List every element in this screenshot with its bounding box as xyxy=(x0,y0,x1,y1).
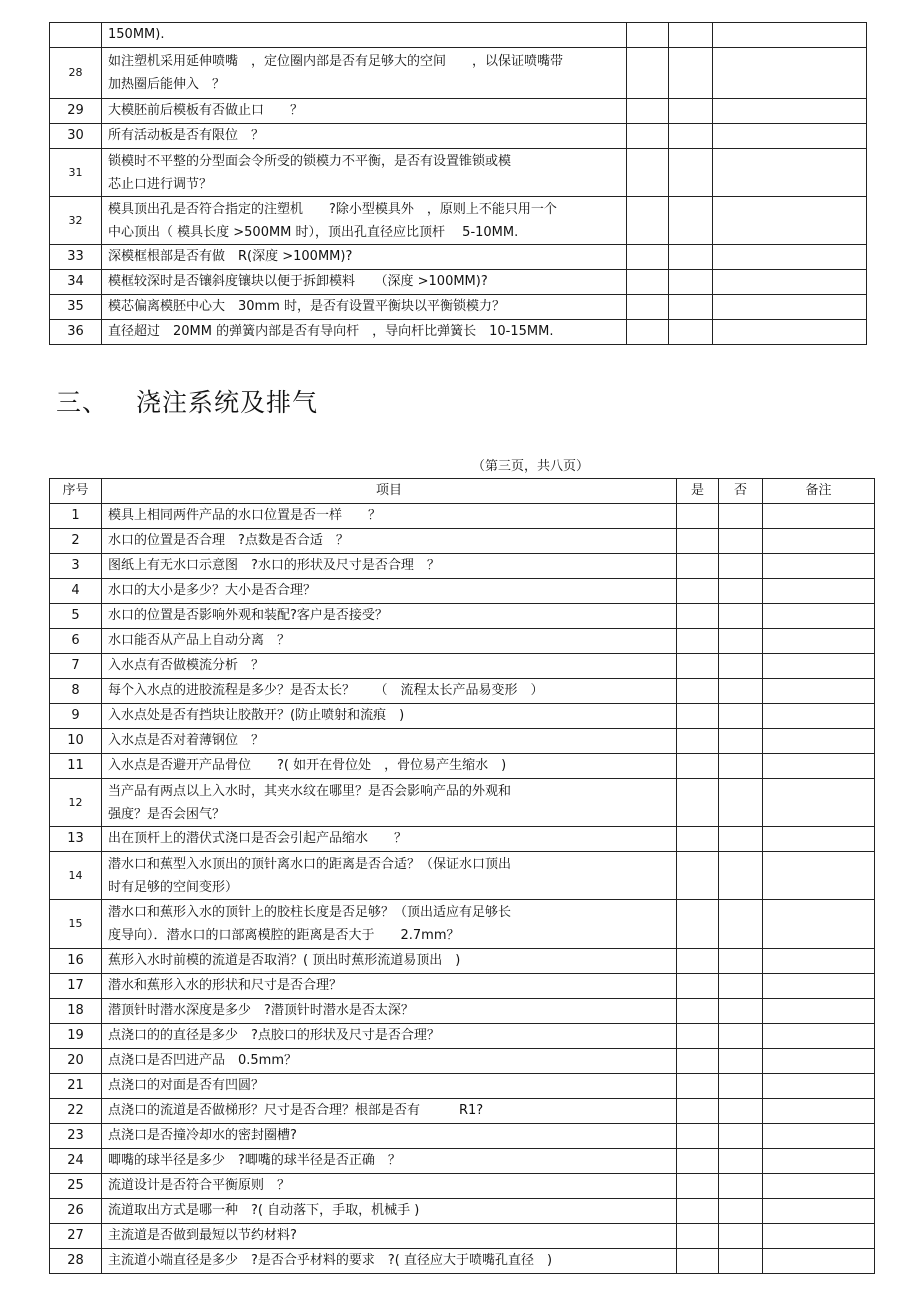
item-line: 入水点是否对着薄钢位 ？ xyxy=(108,733,265,748)
row-item-text xyxy=(102,149,627,197)
row-number: 22 xyxy=(50,1099,102,1124)
no-cell[interactable] xyxy=(719,1024,763,1049)
no-cell[interactable] xyxy=(719,779,763,827)
remark-cell[interactable] xyxy=(713,197,867,245)
row-number: 33 xyxy=(50,245,102,270)
row-item-text xyxy=(102,1249,677,1274)
item-line: 直径超过 20MM 的弹簧内部是否有导向杆 ，导向杆比弹簧长 10-15MM. xyxy=(108,324,554,339)
no-cell[interactable] xyxy=(719,654,763,679)
no-cell[interactable] xyxy=(719,1199,763,1224)
checklist-table-body xyxy=(50,504,875,1274)
header-remark: 备注 xyxy=(763,479,875,504)
yes-cell[interactable] xyxy=(627,124,669,149)
row-item-text xyxy=(102,1199,677,1224)
no-cell[interactable] xyxy=(669,23,713,48)
table-row xyxy=(50,679,875,704)
row-number: 25 xyxy=(50,1174,102,1199)
table-row xyxy=(50,949,875,974)
no-cell[interactable] xyxy=(719,604,763,629)
table-row xyxy=(50,1224,875,1249)
item-line: 点浇口的流道是否做梯形？尺寸是否合理？根部是否有 R1? xyxy=(108,1103,484,1118)
item-line: 入水点有否做模流分析 ？ xyxy=(108,658,265,673)
remark-cell[interactable] xyxy=(763,1124,875,1149)
row-number: 23 xyxy=(50,1124,102,1149)
row-item-text xyxy=(102,529,677,554)
yes-cell[interactable] xyxy=(677,852,719,900)
remark-cell[interactable] xyxy=(763,1074,875,1099)
table-row xyxy=(50,504,875,529)
row-item-text xyxy=(102,554,677,579)
table-row xyxy=(50,23,867,48)
remark-cell[interactable] xyxy=(763,1099,875,1124)
row-number: 15 xyxy=(50,900,102,949)
no-cell[interactable] xyxy=(719,949,763,974)
yes-cell[interactable] xyxy=(677,1024,719,1049)
yes-cell[interactable] xyxy=(677,900,719,949)
no-cell[interactable] xyxy=(669,270,713,295)
yes-cell[interactable] xyxy=(677,1249,719,1274)
table-row xyxy=(50,974,875,999)
row-number: 28 xyxy=(50,48,102,99)
table-row xyxy=(50,900,875,949)
item-line: 唧嘴的球半径是多少 ?唧嘴的球半径是否正确 ？ xyxy=(108,1153,401,1168)
table-row xyxy=(50,1099,875,1124)
remark-cell[interactable] xyxy=(763,579,875,604)
table-row xyxy=(50,295,867,320)
row-number: 1 xyxy=(50,504,102,529)
no-cell[interactable] xyxy=(719,729,763,754)
row-number: 36 xyxy=(50,320,102,345)
table-row xyxy=(50,99,867,124)
remark-cell[interactable] xyxy=(763,827,875,852)
item-line: 强度？是否会困气？ xyxy=(108,806,226,822)
row-number: 11 xyxy=(50,754,102,779)
no-cell[interactable] xyxy=(719,974,763,999)
table-row xyxy=(50,1199,875,1224)
item-line: 图纸上有无水口示意图 ?水口的形状及尺寸是否合理 ？ xyxy=(108,558,440,573)
row-item-text xyxy=(102,604,677,629)
row-number: 28 xyxy=(50,1249,102,1274)
remark-cell[interactable] xyxy=(763,1224,875,1249)
yes-cell[interactable] xyxy=(677,704,719,729)
remark-cell[interactable] xyxy=(713,124,867,149)
table-row xyxy=(50,827,875,852)
item-line: 入水点是否避开产品骨位 ?( 如开在骨位处 ，骨位易产生缩水 ) xyxy=(108,758,507,773)
remark-cell[interactable] xyxy=(713,320,867,345)
item-line: 芯止口进行调节？ xyxy=(108,176,213,192)
row-number: 24 xyxy=(50,1149,102,1174)
yes-cell[interactable] xyxy=(677,579,719,604)
remark-cell[interactable] xyxy=(763,1249,875,1274)
yes-cell[interactable] xyxy=(677,1199,719,1224)
row-number: 35 xyxy=(50,295,102,320)
row-number: 12 xyxy=(50,779,102,827)
no-cell[interactable] xyxy=(669,149,713,197)
item-line: 水口的大小是多少？大小是否合理？ xyxy=(108,583,317,598)
row-number: 19 xyxy=(50,1024,102,1049)
row-item-text xyxy=(102,504,677,529)
no-cell[interactable] xyxy=(669,124,713,149)
table-row xyxy=(50,124,867,149)
no-cell[interactable] xyxy=(719,1224,763,1249)
remark-cell[interactable] xyxy=(713,149,867,197)
item-line: 150MM). xyxy=(108,27,165,42)
item-line: 时有足够的空间变形） xyxy=(108,879,239,895)
remark-cell[interactable] xyxy=(713,245,867,270)
section-number: 三、 xyxy=(56,388,109,417)
table-row xyxy=(50,554,875,579)
table-row xyxy=(50,529,875,554)
remark-cell[interactable] xyxy=(763,974,875,999)
remark-cell[interactable] xyxy=(763,1199,875,1224)
remark-cell[interactable] xyxy=(763,949,875,974)
row-number: 32 xyxy=(50,197,102,245)
item-line: 如注塑机采用延伸喷嘴 ，定位圈内部是否有足够大的空间 ，以保证喷嘴带 xyxy=(108,54,564,69)
yes-cell[interactable] xyxy=(677,529,719,554)
row-number: 3 xyxy=(50,554,102,579)
remark-cell[interactable] xyxy=(713,270,867,295)
yes-cell[interactable] xyxy=(627,48,669,99)
table-row xyxy=(50,999,875,1024)
remark-cell[interactable] xyxy=(763,729,875,754)
row-number: 13 xyxy=(50,827,102,852)
item-line: 加热圈后能伸入 ？ xyxy=(108,77,226,92)
row-number: 5 xyxy=(50,604,102,629)
no-cell[interactable] xyxy=(719,679,763,704)
row-number: 2 xyxy=(50,529,102,554)
item-line: 点浇口是否撞冷却水的密封圈槽? xyxy=(108,1128,297,1143)
item-line: 模芯偏离模胚中心大 30mm 时，是否有设置平衡块以平衡锁模力？ xyxy=(108,299,506,314)
remark-cell[interactable] xyxy=(763,1049,875,1074)
table-row xyxy=(50,245,867,270)
table-row xyxy=(50,1124,875,1149)
item-line: 模框较深时是否镶斜度镶块以便于拆卸模料 （深度 >100MM)? xyxy=(108,274,488,289)
row-item-text xyxy=(102,827,677,852)
yes-cell[interactable] xyxy=(677,1224,719,1249)
item-line: 大模胚前后模板有否做止口 ？ xyxy=(108,103,304,118)
no-cell[interactable] xyxy=(669,197,713,245)
yes-cell[interactable] xyxy=(627,23,669,48)
row-number: 31 xyxy=(50,149,102,197)
row-item-text xyxy=(102,197,627,245)
table-row xyxy=(50,48,867,99)
remark-cell[interactable] xyxy=(763,999,875,1024)
row-item-text xyxy=(102,900,677,949)
yes-cell[interactable] xyxy=(677,629,719,654)
no-cell[interactable] xyxy=(719,827,763,852)
table-row xyxy=(50,1249,875,1274)
row-number: 10 xyxy=(50,729,102,754)
table-row xyxy=(50,704,875,729)
row-item-text xyxy=(102,754,677,779)
no-cell[interactable] xyxy=(719,1149,763,1174)
table-row xyxy=(50,604,875,629)
gating-checklist-table xyxy=(49,478,875,1274)
row-item-text xyxy=(102,295,627,320)
remark-cell[interactable] xyxy=(763,654,875,679)
row-item-text xyxy=(102,679,677,704)
row-item-text xyxy=(102,270,627,295)
row-number: 17 xyxy=(50,974,102,999)
item-line: 水口能否从产品上自动分离 ？ xyxy=(108,633,291,648)
section-title: 浇注系统及排气 xyxy=(136,388,319,417)
no-cell[interactable] xyxy=(719,1174,763,1199)
yes-cell[interactable] xyxy=(677,1099,719,1124)
checklist-table-body xyxy=(50,23,867,345)
no-cell[interactable] xyxy=(719,529,763,554)
item-line: 潜顶针时潜水深度是多少 ?潜顶针时潜水是否太深？ xyxy=(108,1003,414,1018)
table-row xyxy=(50,320,867,345)
row-number: 26 xyxy=(50,1199,102,1224)
no-cell[interactable] xyxy=(719,852,763,900)
row-item-text xyxy=(102,1174,677,1199)
yes-cell[interactable] xyxy=(627,245,669,270)
row-number: 20 xyxy=(50,1049,102,1074)
no-cell[interactable] xyxy=(669,245,713,270)
item-line: 水口的位置是否合理 ?点数是否合适 ？ xyxy=(108,533,349,548)
header-no: 否 xyxy=(719,479,763,504)
table-row xyxy=(50,1024,875,1049)
no-cell[interactable] xyxy=(719,999,763,1024)
item-line: 入水点处是否有挡块让胶散开？(防止喷射和流痕 ) xyxy=(108,708,405,723)
row-item-text xyxy=(102,320,627,345)
remark-cell[interactable] xyxy=(763,529,875,554)
yes-cell[interactable] xyxy=(677,654,719,679)
page-indicator: （第三页，共八页） xyxy=(472,459,590,474)
remark-cell[interactable] xyxy=(763,1024,875,1049)
remark-cell[interactable] xyxy=(713,295,867,320)
remark-cell[interactable] xyxy=(763,604,875,629)
table-row xyxy=(50,270,867,295)
table-row xyxy=(50,579,875,604)
row-item-text xyxy=(102,1074,677,1099)
row-number: 21 xyxy=(50,1074,102,1099)
item-line: 流道设计是否符合平衡原则 ？ xyxy=(108,1178,291,1193)
checklist-table-continued xyxy=(49,22,867,345)
row-number: 16 xyxy=(50,949,102,974)
yes-cell[interactable] xyxy=(677,1049,719,1074)
table-header-row xyxy=(50,479,875,504)
item-line: 流道取出方式是哪一种 ?( 自动落下，手取，机械手 ) xyxy=(108,1203,420,1218)
item-line: 水口的位置是否影响外观和装配?客户是否接受？ xyxy=(108,608,388,623)
item-line: 中心顶出（ 模具长度 >500MM 时），顶出孔直径应比顶杆 5-10MM. xyxy=(108,224,519,240)
remark-cell[interactable] xyxy=(763,679,875,704)
no-cell[interactable] xyxy=(719,704,763,729)
remark-cell[interactable] xyxy=(713,48,867,99)
no-cell[interactable] xyxy=(719,504,763,529)
yes-cell[interactable] xyxy=(677,604,719,629)
table-row xyxy=(50,1174,875,1199)
item-line: 度导向）．潜水口的口部离模腔的距离是否大于 2.7mm？ xyxy=(108,928,460,943)
item-line: 蕉形入水时前模的流道是否取消？( 顶出时蕉形流道易顶出 ) xyxy=(108,953,461,968)
no-cell[interactable] xyxy=(669,295,713,320)
item-line: 模具上相同两件产品的水口位置是否一样 ？ xyxy=(108,508,382,523)
yes-cell[interactable] xyxy=(677,1174,719,1199)
remark-cell[interactable] xyxy=(763,754,875,779)
row-number: 9 xyxy=(50,704,102,729)
yes-cell[interactable] xyxy=(677,779,719,827)
row-item-text xyxy=(102,704,677,729)
remark-cell[interactable] xyxy=(763,1149,875,1174)
remark-cell[interactable] xyxy=(763,852,875,900)
remark-cell[interactable] xyxy=(713,23,867,48)
row-item-text xyxy=(102,1049,677,1074)
row-item-text xyxy=(102,654,677,679)
no-cell[interactable] xyxy=(719,1074,763,1099)
yes-cell[interactable] xyxy=(677,1124,719,1149)
row-number: 4 xyxy=(50,579,102,604)
item-line: 模具顶出孔是否符合指定的注塑机 ?除小型模具外 ，原则上不能只用一个 xyxy=(108,201,557,217)
no-cell[interactable] xyxy=(719,1249,763,1274)
item-line: 点浇口的对面是否有凹圆？ xyxy=(108,1078,265,1093)
table-row xyxy=(50,149,867,197)
yes-cell[interactable] xyxy=(677,974,719,999)
item-line: 锁模时不平整的分型面会令所受的锁模力不平衡，是否有设置锥锁或模 xyxy=(108,153,512,169)
no-cell[interactable] xyxy=(719,629,763,654)
table-row xyxy=(50,654,875,679)
no-cell[interactable] xyxy=(669,48,713,99)
remark-cell[interactable] xyxy=(763,779,875,827)
no-cell[interactable] xyxy=(719,579,763,604)
row-item-text xyxy=(102,579,677,604)
no-cell[interactable] xyxy=(719,1124,763,1149)
table-row xyxy=(50,1149,875,1174)
no-cell[interactable] xyxy=(719,1049,763,1074)
row-item-text xyxy=(102,852,677,900)
row-number xyxy=(50,23,102,48)
remark-cell[interactable] xyxy=(763,900,875,949)
row-item-text xyxy=(102,1024,677,1049)
table-row xyxy=(50,197,867,245)
no-cell[interactable] xyxy=(719,554,763,579)
remark-cell[interactable] xyxy=(763,1174,875,1199)
row-item-text xyxy=(102,23,627,48)
item-line: 深模框根部是否有做 R(深度 >100MM)? xyxy=(108,249,353,264)
row-number: 18 xyxy=(50,999,102,1024)
row-item-text xyxy=(102,1099,677,1124)
remark-cell[interactable] xyxy=(713,99,867,124)
item-line: 所有活动板是否有限位 ？ xyxy=(108,128,265,143)
item-line: 当产品有两点以上入水时，其夹水纹在哪里？是否会影响产品的外观和 xyxy=(108,783,512,799)
table-row xyxy=(50,629,875,654)
row-number: 7 xyxy=(50,654,102,679)
row-number: 29 xyxy=(50,99,102,124)
row-number: 27 xyxy=(50,1224,102,1249)
item-line: 潜水口和蕉形入水的顶针上的胶柱长度是否足够？（顶出适应有足够长 xyxy=(108,905,512,920)
item-line: 点浇口是否凹进产品 0.5mm？ xyxy=(108,1053,298,1068)
item-line: 潜水和蕉形入水的形状和尺寸是否合理？ xyxy=(108,978,343,993)
row-number: 6 xyxy=(50,629,102,654)
yes-cell[interactable] xyxy=(677,504,719,529)
row-item-text xyxy=(102,245,627,270)
yes-cell[interactable] xyxy=(677,754,719,779)
row-number: 14 xyxy=(50,852,102,900)
item-line: 点浇口的的直径是多少 ?点胶口的形状及尺寸是否合理？ xyxy=(108,1028,440,1043)
table-row xyxy=(50,779,875,827)
row-item-text xyxy=(102,1124,677,1149)
row-item-text xyxy=(102,99,627,124)
row-item-text xyxy=(102,999,677,1024)
yes-cell[interactable] xyxy=(677,949,719,974)
table-row xyxy=(50,729,875,754)
yes-cell[interactable] xyxy=(627,149,669,197)
row-item-text xyxy=(102,1224,677,1249)
yes-cell[interactable] xyxy=(627,99,669,124)
section-heading xyxy=(56,383,318,419)
yes-cell[interactable] xyxy=(627,295,669,320)
item-line: 出在顶杆上的潜伏式浇口是否会引起产品缩水 ？ xyxy=(108,831,408,846)
header-yes: 是 xyxy=(677,479,719,504)
row-item-text xyxy=(102,48,627,99)
table-row xyxy=(50,754,875,779)
table-row xyxy=(50,1074,875,1099)
no-cell[interactable] xyxy=(719,754,763,779)
yes-cell[interactable] xyxy=(677,729,719,754)
row-item-text xyxy=(102,729,677,754)
row-item-text xyxy=(102,124,627,149)
row-number: 34 xyxy=(50,270,102,295)
item-line: 主流道是否做到最短以节约材料? xyxy=(108,1228,297,1243)
item-line: 潜水口和蕉型入水顶出的顶针离水口的距离是否合适？（保证水口顶出 xyxy=(108,856,512,872)
remark-cell[interactable] xyxy=(763,554,875,579)
item-line: 主流道小端直径是多少 ?是否合乎材料的要求 ?( 直径应大于喷嘴孔直径 ) xyxy=(108,1253,553,1268)
item-line: 每个入水点的进胶流程是多少？是否太长？ （ 流程太长产品易变形 ） xyxy=(108,683,544,698)
yes-cell[interactable] xyxy=(627,197,669,245)
row-item-text xyxy=(102,629,677,654)
yes-cell[interactable] xyxy=(677,827,719,852)
header-num: 序号 xyxy=(50,479,102,504)
row-number: 8 xyxy=(50,679,102,704)
row-item-text xyxy=(102,1149,677,1174)
yes-cell[interactable] xyxy=(677,554,719,579)
row-item-text xyxy=(102,949,677,974)
yes-cell[interactable] xyxy=(677,1074,719,1099)
remark-cell[interactable] xyxy=(763,629,875,654)
remark-cell[interactable] xyxy=(763,704,875,729)
row-item-text xyxy=(102,974,677,999)
yes-cell[interactable] xyxy=(677,1149,719,1174)
row-number: 30 xyxy=(50,124,102,149)
row-item-text xyxy=(102,779,677,827)
remark-cell[interactable] xyxy=(763,504,875,529)
yes-cell[interactable] xyxy=(677,679,719,704)
no-cell[interactable] xyxy=(719,900,763,949)
no-cell[interactable] xyxy=(669,99,713,124)
yes-cell[interactable] xyxy=(677,999,719,1024)
yes-cell[interactable] xyxy=(627,320,669,345)
table-row xyxy=(50,1049,875,1074)
no-cell[interactable] xyxy=(669,320,713,345)
no-cell[interactable] xyxy=(719,1099,763,1124)
header-item: 项目 xyxy=(102,479,677,504)
table-row xyxy=(50,852,875,900)
yes-cell[interactable] xyxy=(627,270,669,295)
